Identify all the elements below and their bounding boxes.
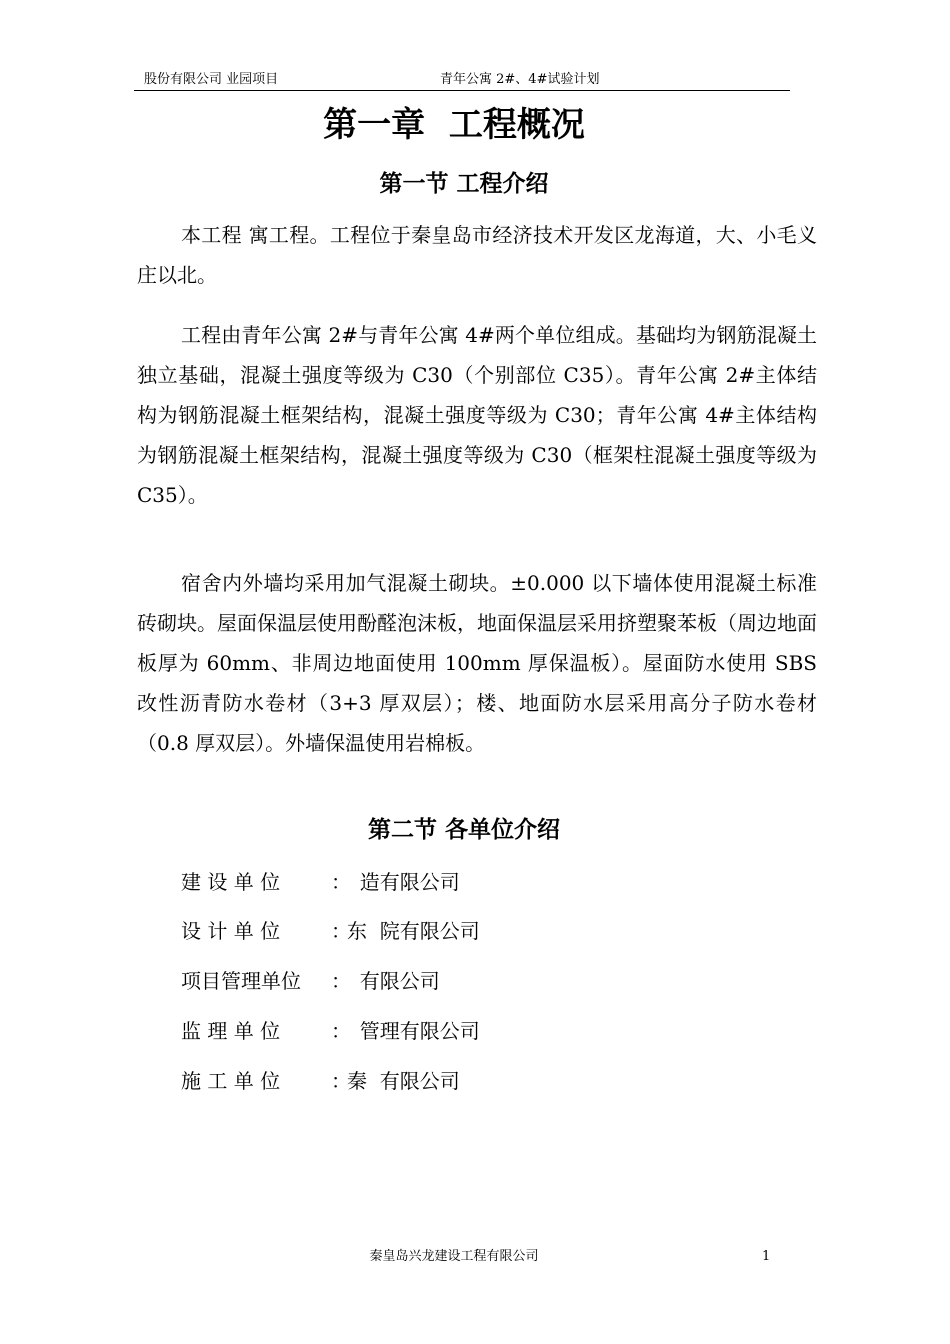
paragraph-project-location: 本工程 寓工程。工程位于秦皇岛市经济技术开发区龙海道，大、小毛义庄以北。 [137,223,817,287]
unit-colon: ： [331,1069,351,1093]
page-number: 1 [762,1249,771,1264]
unit-value: 管理有限公司 [347,1019,480,1043]
unit-row-design [181,918,480,944]
unit-row-project-management [181,968,440,994]
paragraph-project-materials: 宿舍内外墙均采用加气混凝土砌块。±0.000 以下墙体使用混凝土标准砖砌块。屋面保温层使用酚醛泡沫板，地面保温层采用挤塑聚苯板（周边地面板厚为 60mm、非周边地面使用 100mm 厚保温板）。屋面防水使用 SBS 改性沥青防水卷材（3+3 厚双层）；楼、地面防水层采用高分子防水卷材（0.8 厚双层）。外墙保温使用岩棉板。 [137,571,817,755]
unit-row-contractor [181,1068,460,1094]
unit-value: 东 院有限公司 [347,919,480,943]
unit-value: 造有限公司 [347,870,460,894]
header-document-title: 青年公寓 2#、4#试验计划 [440,72,600,87]
unit-colon: ： [331,1019,351,1043]
unit-value: 秦 有限公司 [347,1069,460,1093]
unit-row-construction-owner [181,869,460,895]
unit-row-supervision [181,1018,480,1044]
unit-label: 施 工 单 位 [181,1069,287,1093]
header-company: 股份有限公司 业园项目 [144,72,279,87]
paragraph-project-structure: 工程由青年公寓 2#与青年公寓 4#两个单位组成。基础均为钢筋混凝土独立基础，混凝土强度等级为 C30（个别部位 C35）。青年公寓 2#主体结构为钢筋混凝土框架结构，混凝土强度等级为 C30；青年公寓 4#主体结构为钢筋混凝土框架结构，混凝土强度等级为 C30（框架柱混凝土强度等级为 C35）。 [137,323,817,507]
unit-colon: ： [331,969,351,993]
unit-label: 项目管理单位 [181,969,301,993]
unit-label: 设 计 单 位 [181,919,287,943]
unit-label: 建 设 单 位 [181,870,287,894]
unit-value: 有限公司 [347,969,440,993]
section-title-units-intro: 第二节 各单位介绍 [367,817,560,843]
unit-label: 监 理 单 位 [181,1019,287,1043]
section-title-project-intro: 第一节 工程介绍 [379,171,549,197]
footer-company: 秦皇岛兴龙建设工程有限公司 [369,1249,539,1264]
unit-colon: ： [331,919,351,943]
unit-colon: ： [331,870,351,894]
page-header [134,70,790,91]
chapter-title: 第一章 工程概况 [323,105,585,145]
